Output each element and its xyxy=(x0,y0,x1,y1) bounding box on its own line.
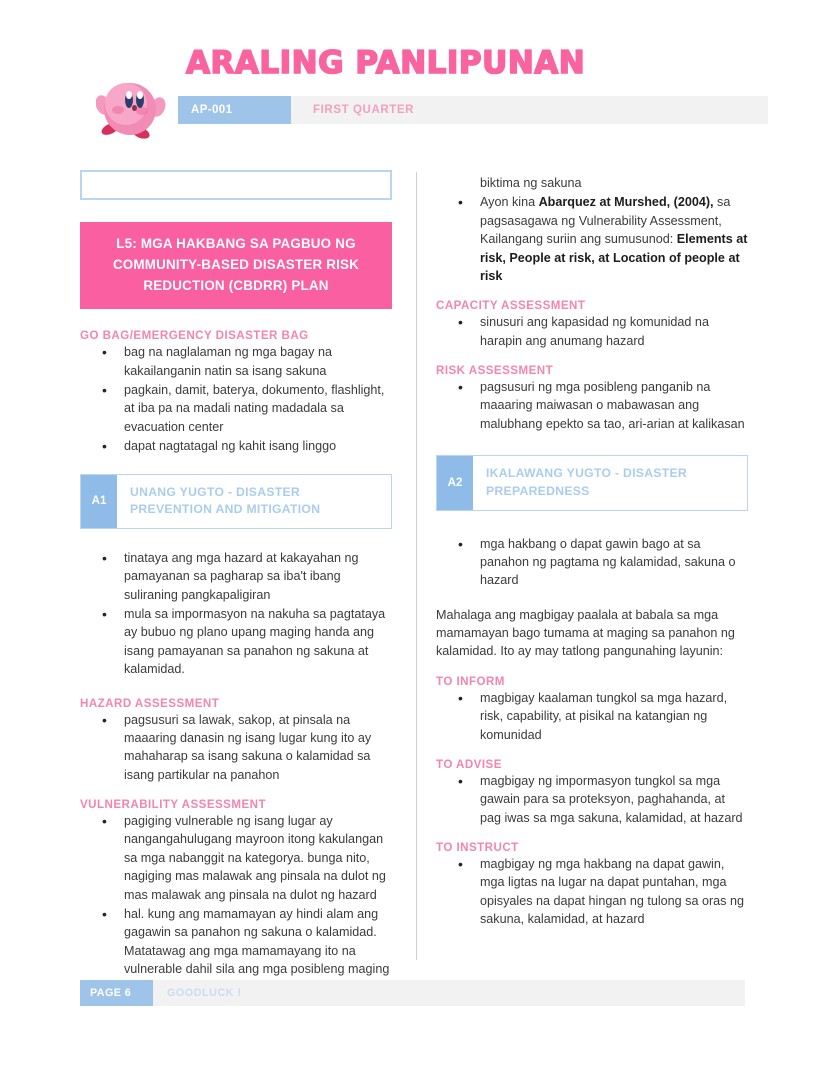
section-heading-capacity-assessment: CAPACITY ASSESSMENT xyxy=(436,299,586,313)
page-header xyxy=(0,0,828,160)
to-inform-list xyxy=(436,689,748,744)
list-item: • tinataya ang mga hazard at kakayahan ng pamayanan sa pagharap sa iba't ibang suliraning pangkapaligiran xyxy=(102,549,392,604)
vulnerability-assessment-list xyxy=(80,812,392,978)
citation-text-part1: Ayon kina xyxy=(480,195,539,210)
list-item: • mula sa impormasyon na nakuha sa pagtataya ay bubuo ng plano upang maging handa ang isang pamayanan sa panahon ng sakuna at kalamidad. xyxy=(102,605,392,679)
stage-badge-a2: A2 xyxy=(437,456,473,509)
list-item: • pagsusuri ng mga posibleng panganib na maaaring maiwasan o mabawasan ang malubhang epekto sa tao, ari-arian at kalikasan xyxy=(458,378,748,433)
continued-text-line: biktima ng sakuna xyxy=(480,176,582,190)
section-heading-risk-assessment: RISK ASSESSMENT xyxy=(436,364,554,377)
stage-label-a2: IKALAWANG YUGTO - DISASTER PREPAREDNESS xyxy=(486,466,688,498)
list-item: • sinusuri ang kapasidad ng komunidad na harapin ang anumang hazard xyxy=(458,313,748,350)
stage-box-a2 xyxy=(436,455,748,510)
stage-box-a1 xyxy=(80,474,392,529)
list-item: • hal. kung ang mamamayan ay hindi alam ang gagawin sa panahon ng sakuna o kalamidad. Matatawag ang mga mamamayang ito na vulnerable dahil sila ang mga posibleng maging xyxy=(102,905,392,979)
column-divider xyxy=(416,172,417,960)
page-footer xyxy=(80,980,745,1006)
left-column xyxy=(80,170,392,979)
hazard-assessment-list xyxy=(80,711,392,785)
header-bar xyxy=(178,96,768,124)
section-heading-go-bag: GO BAG/EMERGENCY DISASTER BAG xyxy=(80,329,309,343)
quarter-label: FIRST QUARTER xyxy=(313,104,415,116)
subject-code-badge: AP-001 xyxy=(178,96,291,124)
section-heading-to-instruct: TO INSTRUCT xyxy=(436,841,519,854)
content-columns xyxy=(0,170,828,977)
page-number-badge: PAGE 6 xyxy=(80,980,153,1006)
list-item: • pagkain, damit, baterya, dokumento, flashlight, at iba pa na madali nating madadala sa evacuation center xyxy=(102,381,392,436)
stage-badge-a1: A1 xyxy=(81,475,117,528)
section-heading-to-inform: TO INFORM xyxy=(436,674,505,688)
citation-text-part2: sa pagsasagawa ng Vulnerability Assessment, Kailangang suriin ang sumusunod: xyxy=(480,195,731,247)
go-bag-list xyxy=(80,343,392,455)
footer-note: GOODLUCK ! xyxy=(167,987,242,999)
to-advise-list xyxy=(436,772,748,827)
empty-note-box xyxy=(80,170,392,200)
right-column xyxy=(436,170,748,930)
to-instruct-list xyxy=(436,855,748,929)
stage-a1-list xyxy=(80,549,392,679)
page-title: ARALING PANLIPUNAN xyxy=(186,45,586,81)
risk-assessment-list xyxy=(436,378,748,433)
section-heading-vulnerability-assessment: VULNERABILITY ASSESSMENT xyxy=(80,798,267,812)
section-heading-to-advise: TO ADVISE xyxy=(436,757,502,771)
list-item: • pagiging vulnerable ng isang lugar ay nangangahulugang mayroon itong kakulangan sa mga nabanggit na kategorya. bunga nito, nagiging mas malawak ang pinsala na dulot ng mas malawak ang pinsala na dulot ng hazard xyxy=(102,812,392,904)
list-item: • magbigay kaalaman tungkol sa mga hazard, risk, capability, at pisikal na katangian ng komunidad xyxy=(458,689,748,744)
lesson-title-banner: L5: MGA HAKBANG SA PAGBUO NG COMMUNITY-BASED DISASTER RISK REDUCTION (CBDRR) PLAN xyxy=(80,222,392,309)
list-item: • bag na naglalaman ng mga bagay na kakailanganin natin sa isang sakuna xyxy=(102,343,392,380)
citation-authors: Abarquez at Murshed, (2004), xyxy=(538,195,714,210)
list-item: • magbigay ng mga hakbang na dapat gawin, mga ligtas na lugar na dapat puntahan, mga opisyales na dapat hingan ng tulong sa oras ng sakuna, kalamidad, at hazard xyxy=(458,855,748,929)
list-item xyxy=(458,193,748,285)
kirby-mascot-icon xyxy=(96,80,166,142)
capacity-assessment-list xyxy=(436,313,748,350)
list-item: • pagsusuri sa lawak, sakop, at pinsala na maaaring danasin ng isang lugar kung ito ay mahaharap sa isang sakuna o kalamidad sa isang partikular na panahon xyxy=(102,711,392,785)
stage-a2-list xyxy=(436,535,748,590)
list-item: • magbigay ng impormasyon tungkol sa mga gawain para sa proteksyon, paghahanda, at pag iwas sa mga sakuna, kalamidad, at hazard xyxy=(458,772,748,827)
list-item: • dapat nagtatagal ng kahit isang linggo xyxy=(102,437,392,455)
stage-label-a1: UNANG YUGTO - DISASTER PREVENTION AND MITIGATION xyxy=(130,484,321,517)
section-heading-hazard-assessment: HAZARD ASSESSMENT xyxy=(80,696,220,710)
citation-elements: Elements at risk, People at risk, at Location of people at risk xyxy=(480,232,748,283)
intro-paragraph: Mahalaga ang magbigay paalala at babala sa mga mamamayan bago tumama at maging sa panahon ng kalamidad. Ito ay may tatlong pangunahing layunin: xyxy=(436,607,735,659)
list-item: • mga hakbang o dapat gawin bago at sa panahon ng pagtama ng kalamidad, sakuna o hazard xyxy=(458,535,748,590)
citation-list xyxy=(436,193,748,285)
